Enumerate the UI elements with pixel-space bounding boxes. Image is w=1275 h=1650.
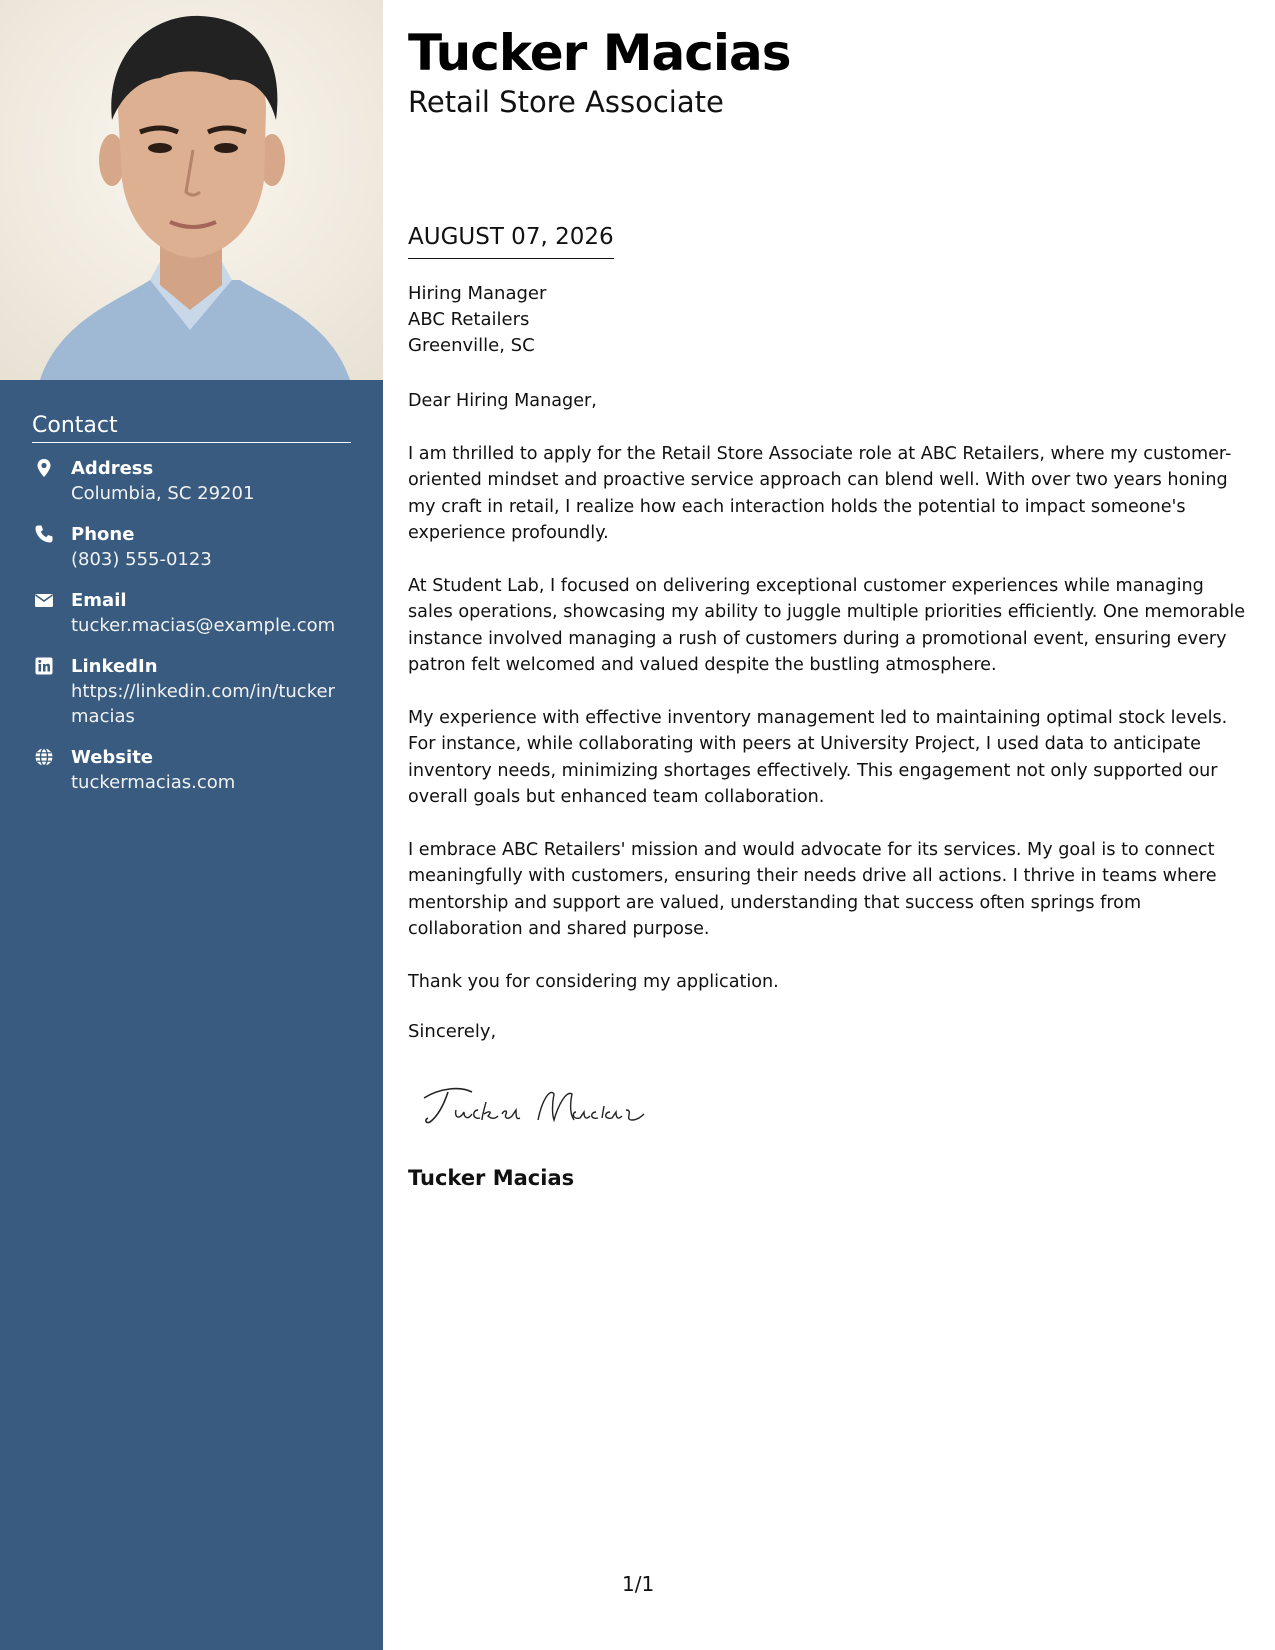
sidebar	[0, 0, 383, 1650]
salutation: Dear Hiring Manager,	[408, 391, 597, 411]
recipient-line: Greenville, SC	[408, 335, 535, 356]
signature-image	[420, 1080, 660, 1130]
globe-icon	[34, 747, 54, 767]
phone-icon	[34, 524, 54, 544]
envelope-icon	[34, 590, 54, 610]
body-paragraph: I am thrilled to apply for the Retail Store Associate role at ABC Retailers, where my customer-oriented mindset and proactive service approach can blend well. With over two years honing my craft in retail, I realize how each interaction holds the potential to impact someone's experience profoundly.	[408, 443, 1232, 544]
contact-label: Address	[71, 458, 154, 479]
email-link[interactable]: tucker.macias@example.com	[71, 615, 336, 636]
closing: Sincerely,	[408, 1021, 497, 1042]
letter-main	[408, 0, 1253, 1650]
contact-label: Email	[71, 590, 127, 611]
letter-body	[408, 388, 1253, 1022]
recipient-block	[408, 281, 546, 359]
body-paragraph: At Student Lab, I focused on delivering exceptional customer experiences while managing sales operations, showcasing my ability to juggle multiple priorities efficiently. One memorable instance involved managing a rush of customers during a promotional event, ensuring every patron felt welcomed and valued despite the bustling atmosphere.	[408, 575, 1246, 676]
body-paragraph: Thank you for considering my application.	[408, 971, 779, 992]
recipient-line: Hiring Manager	[408, 283, 547, 304]
map-pin-icon	[34, 458, 54, 478]
contact-label: Website	[71, 747, 154, 768]
page-number: 1/1	[622, 1572, 655, 1596]
contact-heading: Contact	[32, 413, 351, 443]
contact-item-website	[32, 745, 352, 795]
phone-value[interactable]: (803) 555-0123	[71, 549, 212, 570]
profile-photo	[0, 0, 383, 380]
body-paragraph: I embrace ABC Retailers' mission and would advocate for its services. My goal is to connect meaningfully with customers, ensuring their needs drive all actions. I thrive in teams where mentorship and support are valued, understanding that success often springs from collaboration and shared purpose.	[408, 839, 1217, 940]
linkedin-link[interactable]: https://linkedin.com/in/tuckermacias	[71, 681, 335, 727]
contact-item-phone	[32, 522, 352, 572]
contact-list	[32, 456, 352, 811]
applicant-name: Tucker Macias	[408, 24, 791, 82]
recipient-line: ABC Retailers	[408, 309, 530, 330]
body-paragraph: My experience with effective inventory management led to maintaining optimal stock levels. For instance, while collaborating with peers at University Project, I used data to anticipate inventory needs, minimizing shortages effectively. This engagement not only supported our overall goals but enhanced team collaboration.	[408, 707, 1228, 808]
job-title: Retail Store Associate	[408, 85, 724, 119]
contact-label: Phone	[71, 524, 135, 545]
contact-label: LinkedIn	[71, 656, 158, 677]
website-link[interactable]: tuckermacias.com	[71, 772, 236, 793]
contact-item-address	[32, 456, 352, 506]
letter-date: AUGUST 07, 2026	[408, 222, 614, 259]
signer-name: Tucker Macias	[408, 1166, 575, 1190]
linkedin-icon	[34, 656, 54, 676]
contact-item-email	[32, 588, 352, 638]
contact-item-linkedin	[32, 654, 352, 729]
address-value: Columbia, SC 29201	[71, 483, 255, 504]
